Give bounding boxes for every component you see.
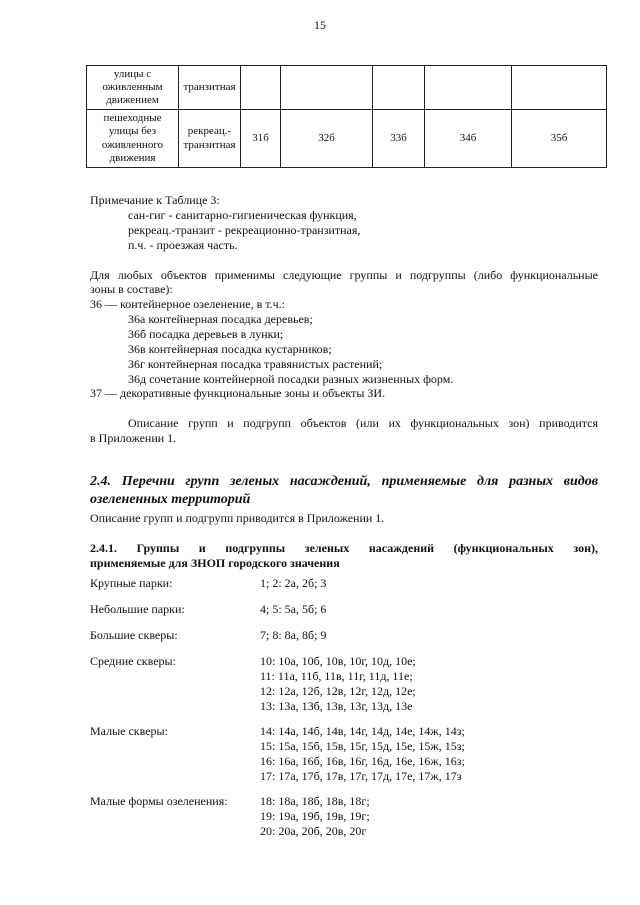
- group-values: 19: 19а, 19б, 19в, 19г;: [260, 809, 370, 823]
- section-heading: озелененных территорий: [90, 492, 251, 507]
- group-label: Небольшие парки:: [90, 602, 185, 616]
- group-values: 11: 11а, 11б, 11в, 11г, 11д, 11е;: [260, 669, 413, 683]
- group-label: Большие скверы:: [90, 628, 178, 642]
- intro-text: зоны в составе):: [90, 282, 173, 296]
- group-values: 13: 13а, 13б, 13в, 13г, 13д, 13е: [260, 699, 413, 713]
- table-cell: 35б: [512, 110, 607, 168]
- subgroup-item: 36б посадка деревьев в лунки;: [128, 327, 284, 341]
- subgroup-item: 36д сочетание контейнерной посадки разных жизненных форм.: [128, 372, 454, 386]
- table-cell: [373, 66, 425, 110]
- table-cell: [281, 66, 373, 110]
- group-values: 17: 17а, 17б, 17в, 17г, 17д, 17е, 17ж, 17з: [260, 769, 462, 783]
- subgroup-item: 36а контейнерная посадка деревьев;: [128, 312, 313, 326]
- table-cell: [241, 66, 281, 110]
- group-values: 20: 20а, 20б, 20в, 20г: [260, 824, 367, 838]
- group-values: 10: 10а, 10б, 10в, 10г, 10д, 10е;: [260, 654, 416, 668]
- group-values: 12: 12а, 12б, 12в, 12г, 12д, 12е;: [260, 684, 416, 698]
- group-label: Крупные парки:: [90, 576, 173, 590]
- subgroup-item: 36г контейнерная посадка травянистых растений;: [128, 357, 383, 371]
- page-number: 15: [314, 18, 326, 32]
- table-cell: 31б: [241, 110, 281, 168]
- table-cell: 33б: [373, 110, 425, 168]
- table-cell: улицы с оживленным движением: [87, 66, 179, 110]
- section-description: Описание групп и подгрупп приводится в Приложении 1.: [90, 511, 385, 525]
- table-cell: [425, 66, 512, 110]
- description-text: в Приложении 1.: [90, 431, 177, 445]
- group-label: Малые скверы:: [90, 724, 168, 738]
- group-label: Средние скверы:: [90, 654, 176, 668]
- group-values: 4; 5: 5а, 5б; 6: [260, 602, 327, 616]
- note-item: п.ч. - проезжая часть.: [128, 238, 238, 252]
- subsection-heading: применяемые для ЗНОП городского значения: [90, 556, 340, 570]
- functions-table: [86, 65, 607, 168]
- table-row: [87, 110, 607, 168]
- note-title: Примечание к Таблице 3:: [90, 193, 220, 207]
- group-values: 15: 15а, 15б, 15в, 15г, 15д, 15е, 15ж, 15з;: [260, 739, 465, 753]
- table-cell: пешеходные улицы без оживленного движения: [87, 110, 179, 168]
- subsection-heading: 2.4.1. Группы и подгруппы зеленых насаждений (функциональных зон),: [90, 541, 598, 555]
- group-values: 16: 16а, 16б, 16в, 16г, 16д, 16е, 16ж, 16з;: [260, 754, 465, 768]
- table-cell: рекреац.-транзитная: [179, 110, 241, 168]
- group-values: 7; 8: 8а, 8б; 9: [260, 628, 327, 642]
- table-cell: 34б: [425, 110, 512, 168]
- table-cell: 32б: [281, 110, 373, 168]
- group-values: 18: 18а, 18б, 18в, 18г;: [260, 794, 370, 808]
- group-37: 37 — декоративные функциональные зоны и объекты ЗИ.: [90, 386, 386, 400]
- note-item: сан-гиг - санитарно-гигиеническая функция,: [128, 208, 357, 222]
- group-values: 1; 2: 2а, 2б; 3: [260, 576, 327, 590]
- table-row: [87, 66, 607, 110]
- table-cell: транзитная: [179, 66, 241, 110]
- group-label: Малые формы озеленения:: [90, 794, 228, 808]
- table-cell: [512, 66, 607, 110]
- description-text: Описание групп и подгрупп объектов (или их функциональных зон) приводится: [128, 416, 598, 430]
- section-heading: 2.4. Перечни групп зеленых насаждений, применяемые для разных видов: [90, 474, 598, 489]
- intro-text: Для любых объектов применимы следующие группы и подгруппы (либо функциональные: [90, 268, 598, 282]
- note-item: рекреац.-транзит - рекреационно-транзитная,: [128, 223, 361, 237]
- subgroup-item: 36в контейнерная посадка кустарников;: [128, 342, 332, 356]
- group-values: 14: 14а, 14б, 14в, 14г, 14д, 14е, 14ж, 14з;: [260, 724, 465, 738]
- group-36: 36 — контейнерное озеленение, в т.ч.:: [90, 297, 285, 311]
